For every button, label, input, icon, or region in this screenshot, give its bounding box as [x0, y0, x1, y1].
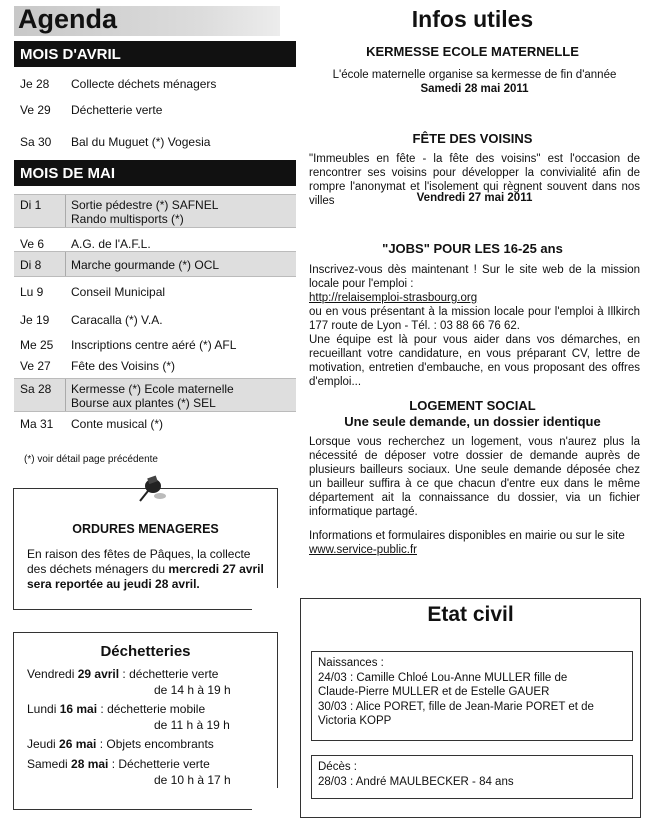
- agenda-day: Ma 31: [20, 417, 54, 431]
- kermesse-title: KERMESSE ECOLE MATERNELLE: [366, 44, 579, 59]
- jobs-title: "JOBS" POUR LES 16-25 ans: [382, 241, 563, 256]
- agenda-day: Lu 9: [20, 285, 44, 299]
- agenda-row: [14, 408, 296, 438]
- logement-subtitle: Une seule demande, un dossier identique: [344, 414, 601, 429]
- agenda-event: Collecte déchets ménagers: [71, 77, 217, 91]
- dechetterie-hours: de 10 h à 17 h: [154, 773, 231, 787]
- logement-section: [305, 398, 640, 558]
- agenda-event: Déchetterie verte: [71, 103, 163, 117]
- logement-title: LOGEMENT SOCIAL: [409, 398, 536, 413]
- page-fold: [252, 588, 278, 610]
- agenda-event: Marche gourmande (*) OCL: [71, 258, 220, 272]
- agenda-day: Sa 30: [20, 135, 52, 149]
- may-header: MOIS DE MAI: [14, 160, 296, 186]
- agenda-day: Je 28: [20, 77, 50, 91]
- jobs-text: Inscrivez-vous dès maintenant ! Sur le site web de la mission locale pour l'emploi : http://relaisemploi-strasbourg.org ou en vous présentant à la mission locale pour l'emploi à Illkirch 177 route de Lyon - Tél. : 03 88 66 76 62. Une équipe est là pour vous aider dans vos démarches, en recueillant votre candidature, en vous préparant CV, lettre de motivation, entretien d'embauche, en vous proposant des offres d'emploi...: [309, 264, 640, 388]
- dechetterie-entry: Jeudi 26 mai : Objets encombrants: [27, 737, 214, 751]
- naissances-box: [311, 651, 633, 741]
- agenda-day: Di 1: [20, 198, 42, 212]
- agenda-day: Me 25: [20, 338, 54, 352]
- agenda-day: Di 8: [20, 258, 42, 272]
- agenda-event: Fête des Voisins (*): [71, 359, 176, 373]
- agenda-title: Agenda: [18, 4, 118, 34]
- agenda-day: Ve 6: [20, 237, 45, 251]
- agenda-event: A.G. de l'A.F.L.: [71, 237, 151, 251]
- agenda-day: Ve 29: [20, 103, 51, 117]
- deces-label: Décès :: [318, 761, 357, 773]
- dechetterie-entry: Lundi 16 mai : déchetterie mobile: [27, 702, 206, 716]
- agenda-event: Sortie pédestre (*) SAFNEL Rando multisports (*): [71, 198, 219, 226]
- agenda-row: [14, 350, 296, 380]
- naissance-entry: Claude-Pierre MULLER et de Estelle GAUER: [318, 686, 550, 698]
- agenda-event: Kermesse (*) Ecole maternelle Bourse aux plantes (*) SEL: [71, 382, 234, 410]
- agenda-event: Inscriptions centre aéré (*) AFL: [71, 338, 237, 352]
- voisins-date: Vendredi 27 mai 2011: [416, 192, 533, 204]
- naissances-label: Naissances :: [318, 657, 384, 669]
- agenda-row: [14, 276, 296, 306]
- kermesse-text: L'école maternelle organise sa kermesse de fin d'année: [332, 69, 617, 81]
- logement-text: Lorsque vous recherchez un logement, vous n'aurez plus la nécessité de déposer votre dossier de demande auprès de plusieurs bailleurs sociaux. Une seule demande déposée chez un bailleur suffira à ce que chacun d'entre eux dans le même département ait la connaissance du dossier, via un fichier informatique partagé.: [309, 436, 640, 518]
- naissance-entry: 30/03 : Alice PORET, fille de Jean-Marie PORET et de: [318, 700, 594, 713]
- agenda-event: Conseil Municipal: [71, 285, 166, 299]
- naissance-entry: Victoria KOPP: [318, 715, 392, 727]
- ordures-text: En raison des fêtes de Pâques, la collecte des déchets ménagers du mercredi 27 avril sera reportée au jeudi 28 avril.: [27, 547, 264, 591]
- dechetterie-entry: Samedi 28 mai : Déchetterie verte: [27, 757, 210, 771]
- voisins-section: [305, 131, 640, 211]
- dechetteries-box: [13, 632, 278, 810]
- kermesse-date: Samedi 28 mai 2011: [420, 83, 529, 95]
- dechetterie-hours: de 14 h à 19 h: [154, 683, 231, 697]
- pushpin-icon: [134, 474, 168, 509]
- agenda-day: Je 19: [20, 313, 50, 327]
- agenda-row: [14, 94, 296, 124]
- etat-civil-title: Etat civil: [427, 603, 514, 626]
- service-public-link[interactable]: www.service-public.fr: [309, 544, 417, 556]
- ordures-title: ORDURES MENAGERES: [72, 522, 219, 536]
- kermesse-section: [305, 44, 640, 104]
- agenda-row: [14, 194, 296, 228]
- jobs-section: [305, 241, 640, 388]
- naissance-entry: 24/03 : Camille Chloé Lou-Anne MULLER fille de: [318, 671, 568, 684]
- dechetteries-title: Déchetteries: [100, 643, 191, 660]
- mission-locale-link[interactable]: http://relaisemploi-strasbourg.org: [309, 292, 478, 304]
- agenda-day: Sa 28: [20, 382, 52, 396]
- agenda-day: Ve 27: [20, 359, 51, 373]
- agenda-event: Bal du Muguet (*) Vogesia: [71, 135, 211, 149]
- dechetterie-hours: de 11 h à 19 h: [154, 718, 230, 732]
- agenda-row: [14, 126, 296, 156]
- agenda-footnote: (*) voir détail page précédente: [24, 454, 158, 465]
- voisins-title: FÊTE DES VOISINS: [412, 131, 533, 146]
- april-header: MOIS D'AVRIL: [14, 41, 296, 67]
- etat-civil-box: [300, 598, 641, 818]
- deces-box: [311, 755, 633, 799]
- agenda-row: [14, 378, 296, 412]
- voisins-text: "Immeubles en fête - la fête des voisins" est l'occasion de rencontrer ses voisins pour développer la convivialité afin de rompre l'anonymat et l'isolement qui règnent souvent dans nos villes: [309, 153, 640, 207]
- deces-entry: 28/03 : André MAULBECKER - 84 ans: [318, 775, 514, 788]
- infos-title: Infos utiles: [411, 6, 534, 32]
- agenda-row: [14, 251, 296, 277]
- agenda-event: Conte musical (*): [71, 417, 164, 431]
- agenda-event: Caracalla (*) V.A.: [71, 313, 163, 327]
- dechetterie-entry: Vendredi 29 avril : déchetterie verte: [27, 667, 219, 681]
- page-fold: [252, 788, 278, 810]
- logement-info: Informations et formulaires disponibles en mairie ou sur le site www.service-public.fr: [309, 530, 625, 556]
